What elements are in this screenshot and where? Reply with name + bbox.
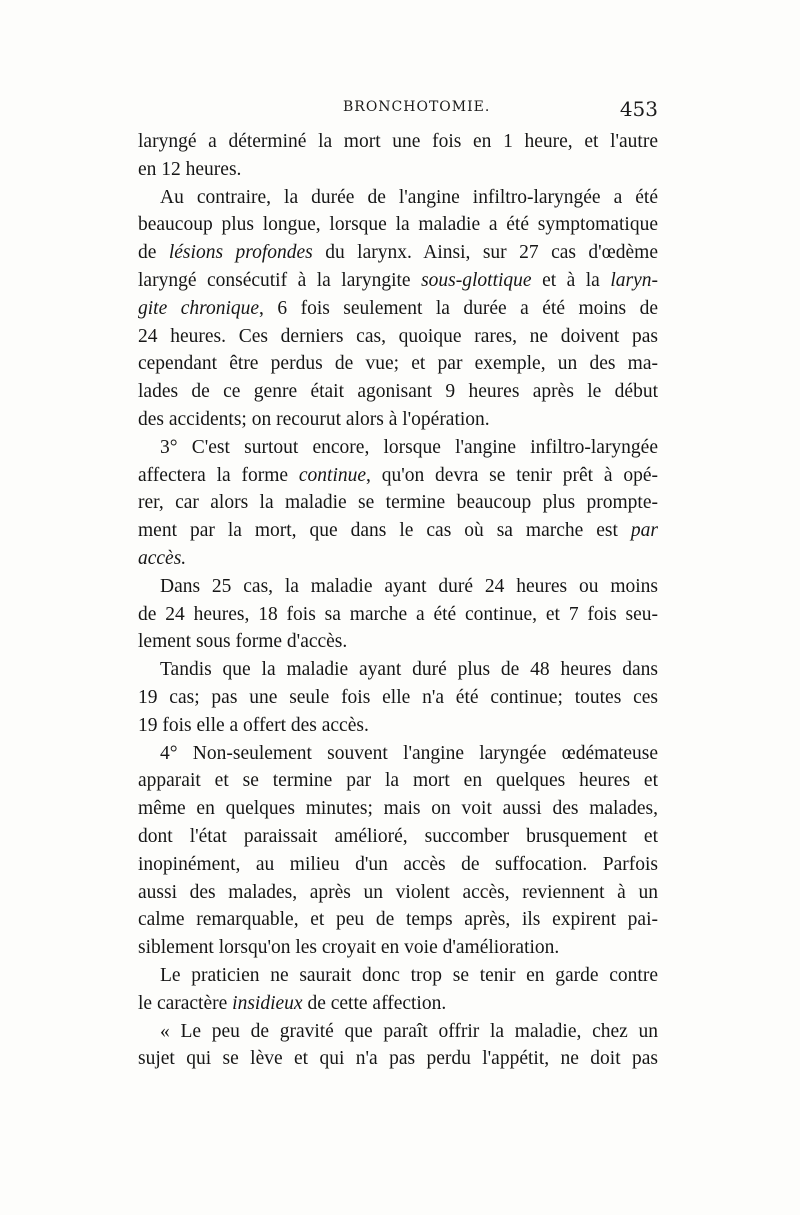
text-segment: calme remarquable, et peu de temps après, ils expirent pai- — [138, 909, 658, 931]
text-segment: inopinément, au milieu d'un accès de suffocation. Parfois — [138, 853, 658, 875]
text-line — [138, 712, 658, 740]
text-segment: le caractère — [138, 992, 233, 1014]
text-segment: 19 fois elle a offert des accès. — [138, 714, 369, 736]
text-line — [138, 323, 658, 351]
text-line — [138, 823, 658, 851]
text-segment: sujet qui se lève et qui n'a pas perdu l'appétit, ne doit pas — [138, 1048, 658, 1070]
running-title: BRONCHOTOMIE. — [343, 99, 491, 115]
text-line — [138, 1045, 658, 1073]
text-line — [138, 350, 658, 378]
text-line — [138, 489, 658, 517]
text-line — [138, 434, 658, 462]
text-line — [138, 851, 658, 879]
italic-text: continue — [298, 464, 367, 486]
text-segment: Tandis que la maladie ayant duré plus de 48 heures dans — [160, 659, 658, 681]
text-segment: Le praticien ne saurait donc trop se tenir en garde contre — [160, 964, 658, 986]
text-segment: et à la — [531, 269, 611, 291]
text-segment: , 6 fois seulement la durée a été moins de — [259, 297, 658, 319]
text-segment: 3° C'est surtout encore, lorsque l'angine infiltro-laryngée — [160, 436, 658, 458]
text-segment: du larynx. Ainsi, sur 27 cas d'œdème — [312, 242, 658, 264]
text-line — [138, 545, 658, 573]
text-line — [138, 628, 658, 656]
text-segment: beaucoup plus longue, lorsque la maladie a été symptomatique — [138, 214, 658, 236]
italic-text: par — [630, 520, 658, 542]
page-number: 453 — [619, 97, 658, 121]
text-segment: siblement lorsqu'on les croyait en voie d'amélioration. — [138, 937, 560, 959]
text-line — [138, 601, 658, 629]
italic-text: insidieux — [232, 992, 303, 1014]
text-segment: de — [138, 242, 169, 264]
text-segment: 19 cas; pas une seule fois elle n'a été continue; toutes ces — [138, 686, 658, 708]
text-line — [138, 184, 658, 212]
text-segment: Au contraire, la durée de l'angine infiltro-laryngée a été — [160, 186, 658, 208]
text-line — [138, 406, 658, 434]
italic-text: gite chronique — [138, 297, 260, 319]
text-line — [138, 267, 658, 295]
text-line — [138, 962, 658, 990]
text-segment: « Le peu de gravité que paraît offrir la maladie, chez un — [160, 1020, 658, 1042]
text-segment: 4° Non-seulement souvent l'angine laryngée œdémateuse — [160, 742, 658, 764]
text-line — [138, 740, 658, 768]
text-line — [138, 795, 658, 823]
text-line — [138, 656, 658, 684]
text-line — [138, 934, 658, 962]
text-segment: 24 heures. Ces derniers cas, quoique rares, ne doivent pas — [138, 325, 658, 347]
text-segment: dont l'état paraissait amélioré, succomber brusquement et — [138, 825, 658, 847]
text-segment: ment par la mort, que dans le cas où sa marche est — [138, 520, 631, 542]
text-segment: aussi des malades, après un violent accès, reviennent à un — [138, 881, 658, 903]
text-line — [138, 462, 658, 490]
text-line — [138, 378, 658, 406]
text-segment: laryngé consécutif à la laryngite — [138, 269, 422, 291]
italic-text: lésions profondes — [168, 242, 313, 264]
text-line — [138, 684, 658, 712]
text-line — [138, 517, 658, 545]
text-line — [138, 295, 658, 323]
text-line — [138, 906, 658, 934]
italic-text: laryn- — [610, 269, 658, 291]
text-segment: affectera la forme — [138, 464, 299, 486]
italic-text: accès. — [138, 547, 187, 569]
text-segment: rer, car alors la maladie se termine beaucoup plus prompte- — [138, 492, 658, 514]
text-line — [138, 1018, 658, 1046]
text-line — [138, 239, 658, 267]
text-segment: lement sous forme d'accès. — [138, 631, 348, 653]
text-segment: lades de ce genre était agonisant 9 heures après le début — [138, 381, 658, 403]
text-line — [138, 767, 658, 795]
text-line — [138, 573, 658, 601]
text-segment: Dans 25 cas, la maladie ayant duré 24 heures ou moins — [160, 575, 658, 597]
text-segment: même en quelques minutes; mais on voit aussi des malades, — [138, 798, 658, 820]
text-segment: des accidents; on recourut alors à l'opération. — [138, 408, 490, 430]
text-segment: en 12 heures. — [138, 158, 242, 180]
text-segment: de cette affection. — [302, 992, 447, 1014]
text-segment: cependant être perdus de vue; et par exemple, un des ma- — [138, 353, 658, 375]
text-line — [138, 879, 658, 907]
text-line — [138, 128, 658, 156]
text-segment: , qu'on devra se tenir prêt à opé- — [366, 464, 658, 486]
text-line — [138, 156, 658, 184]
text-line — [138, 990, 658, 1018]
text-segment: laryngé a déterminé la mort une fois en 1 heure, et l'autre — [138, 131, 658, 152]
text-line — [138, 211, 658, 239]
text-segment: de 24 heures, 18 fois sa marche a été continue, et 7 fois seu- — [138, 603, 658, 625]
italic-text: sous-glottique — [421, 269, 532, 291]
running-header — [138, 97, 658, 123]
text-segment: apparait et se termine par la mort en quelques heures et — [138, 770, 658, 792]
body-text — [138, 128, 658, 1073]
